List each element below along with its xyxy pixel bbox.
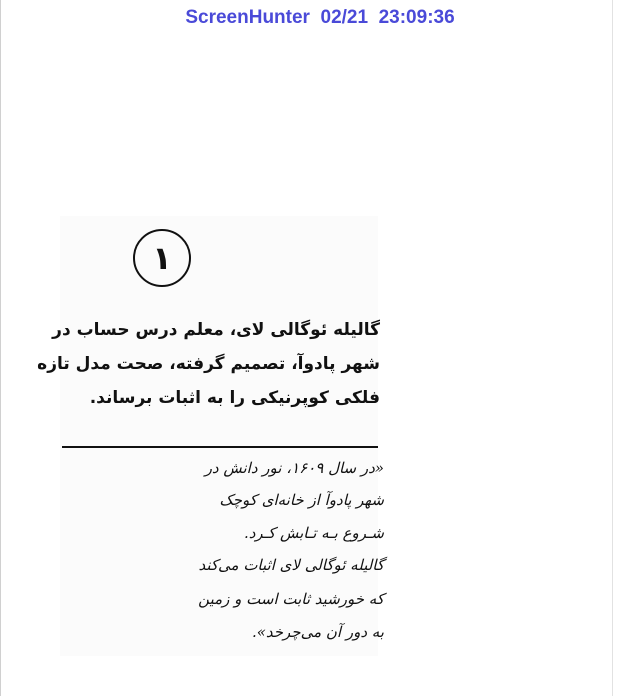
heading-line-2: شهر پادوآ، تصمیم گرفته، صحت مدل تازه	[37, 354, 380, 374]
body-line-5: که خورشید ثابت است و زمین	[198, 590, 384, 608]
body-line-4: گالیله ئوگالی لای اثبات می‌کند	[198, 556, 384, 574]
section-divider	[62, 446, 378, 448]
body-line-3: شـروع بـه تـابش کـرد.	[243, 524, 384, 542]
page-edge-right	[612, 0, 613, 696]
body-line-1: «در سال ۱۶۰۹، نور دانش در	[204, 459, 384, 477]
chapter-number-badge: ۱	[133, 229, 191, 287]
heading-line-1: گالیله ئوگالی لای، معلم درس حساب در	[52, 320, 380, 340]
body-line-2: شهر پادوآ از خانه‌ای کوچک	[219, 491, 384, 509]
body-line-6: به دور آن می‌چرخد».	[251, 623, 384, 641]
page-edge-left	[0, 0, 1, 696]
screenhunter-watermark: ScreenHunter 02/21 23:09:36	[185, 7, 455, 28]
heading-line-3: فلکی کوپرنیکی را به اثبات برساند.	[89, 388, 380, 408]
